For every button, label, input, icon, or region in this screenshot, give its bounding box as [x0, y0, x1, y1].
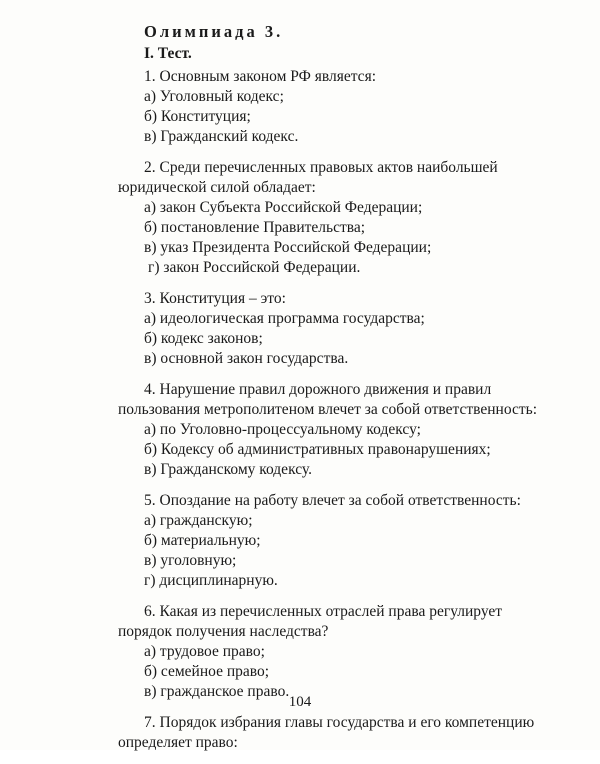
olympiad-title: Олимпиада 3.	[144, 22, 284, 41]
answer-option: в) Гражданскому кодексу.	[144, 461, 312, 478]
question-6	[118, 602, 558, 702]
answer-option: в) уголовную;	[144, 552, 237, 569]
page-number: 104	[288, 694, 312, 710]
answer-option: а) Уголовный кодекс;	[144, 88, 284, 105]
answer-option: в) гражданское право.	[144, 683, 290, 700]
question-text: 7. Порядок избрания главы государства и его компетенцию определяет право:	[118, 714, 535, 751]
question-text: 5. Опоздание на работу влечет за собой ответственность:	[144, 492, 521, 509]
question-2	[118, 158, 558, 278]
question-text: 6. Какая из перечисленных отраслей права регулирует порядок получения наследства?	[118, 603, 503, 640]
answer-option: в) указ Президента Российской Федерации;	[144, 239, 432, 256]
answer-option: г) закон Российской Федерации.	[148, 259, 361, 276]
question-5	[118, 491, 558, 591]
question-text: 3. Конституция – это:	[144, 290, 286, 307]
answer-option: б) семейное право;	[144, 663, 270, 680]
answer-option: а) гражданскую;	[144, 512, 253, 529]
answer-option: б) постановление Правительства;	[144, 219, 366, 236]
question-text: 2. Среди перечисленных правовых актов наибольшей юридической силой обладает:	[118, 159, 498, 196]
answer-option: а) по Уголовно-процессуальному кодексу;	[144, 421, 421, 438]
answer-option: б) Кодексу об административных правонарушениях;	[144, 441, 491, 458]
answer-option: а) идеологическая программа государства;	[144, 310, 425, 327]
question-text: 1. Основным законом РФ является:	[144, 68, 377, 85]
question-4	[118, 380, 558, 480]
answer-option: в) основной закон государства.	[144, 350, 349, 367]
question-text: 4. Нарушение правил дорожного движения и правил пользования метрополитеном влечет за собой ответственность:	[118, 381, 538, 418]
answer-option: г) дисциплинарную.	[144, 572, 278, 589]
question-3	[118, 289, 558, 369]
answer-option: а) закон Субъекта Российской Федерации;	[144, 199, 423, 216]
answer-option: в) Гражданский кодекс.	[144, 128, 299, 145]
question-7	[118, 713, 558, 753]
answer-option: б) Конституция;	[144, 108, 251, 125]
question-1	[118, 67, 558, 147]
answer-option: а) трудовое право;	[144, 643, 265, 660]
answer-option: б) материальную;	[144, 532, 261, 549]
answer-option: б) кодекс законов;	[144, 330, 263, 347]
section-heading: I. Тест.	[144, 45, 192, 62]
page-content	[118, 22, 558, 764]
